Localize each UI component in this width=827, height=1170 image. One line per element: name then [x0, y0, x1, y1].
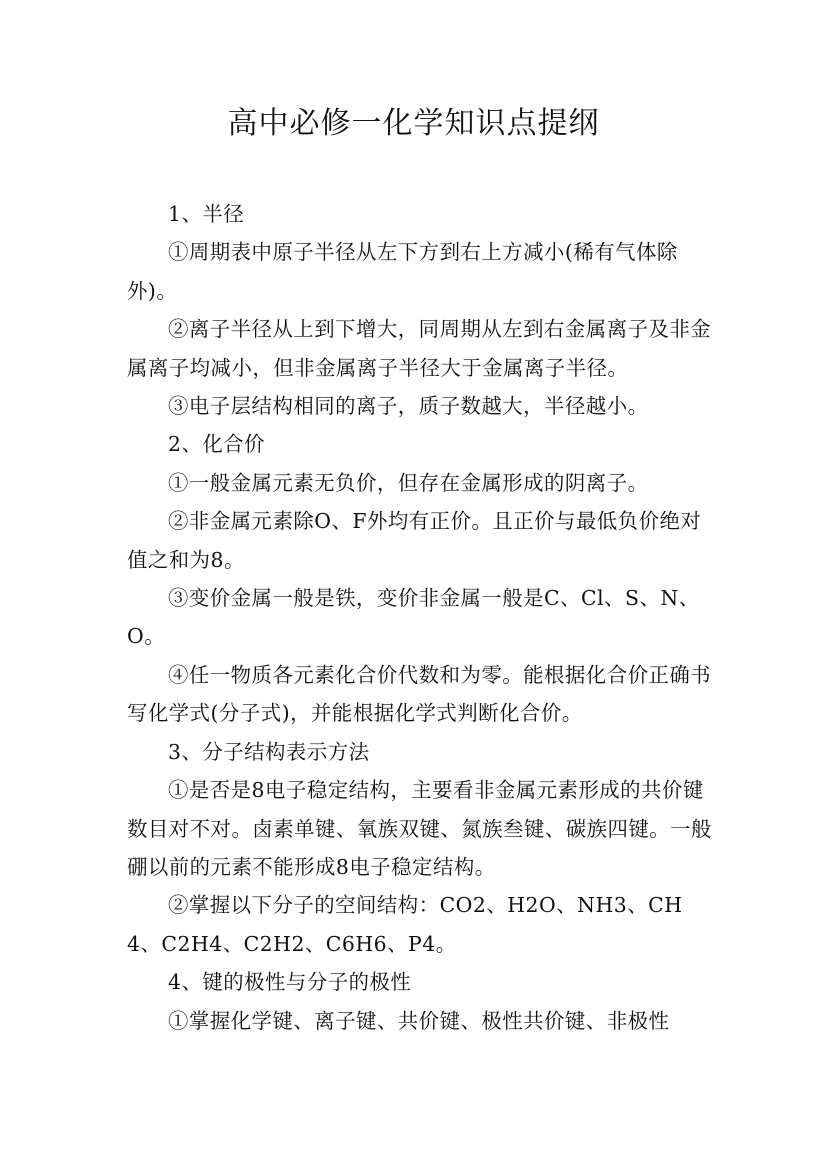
paragraph: ①掌握化学键、离子键、共价键、极性共价键、非极性 — [168, 1008, 670, 1033]
paragraph: ②离子半径从上到下增大，同周期从左到右金属离子及非金属离子均减小，但非金属离子半径大于金属离子半径。 — [127, 317, 712, 380]
section-heading-polarity: 4、键的极性与分子的极性 — [168, 970, 412, 995]
section-heading-molecular-structure: 3、分子结构表示方法 — [168, 739, 370, 764]
paragraph: ④任一物质各元素化合价代数和为零。能根据化合价正确书写化学式(分子式)，并能根据化学式判断化合价。 — [127, 662, 712, 726]
document-title: 高中必修一化学知识点提纲 — [227, 106, 600, 141]
paragraph: ②非金属元素除O、F外均有正价。且正价与最低负价绝对值之和为8。 — [127, 509, 702, 572]
paragraph: ②掌握以下分子的空间结构：CO2、H2O、NH3、CH4、C2H4、C2H2、C6H6、P4。 — [127, 893, 683, 956]
section-heading-radius: 1、半径 — [168, 202, 245, 226]
paragraph: ①一般金属元素无负价，但存在金属形成的阴离子。 — [168, 470, 649, 495]
paragraph: ①是否是8电子稳定结构，主要看非金属元素形成的共价键数目对不对。卤素单键、氧族双键、氮族叁键、碳族四键。一般硼以前的元素不能形成8电子稳定结构。 — [127, 778, 712, 879]
section-heading-valence: 2、化合价 — [168, 432, 266, 457]
paragraph: ③电子层结构相同的离子，质子数越大，半径越小。 — [168, 394, 649, 419]
document-body — [127, 195, 712, 1040]
paragraph: ③变价金属一般是铁，变价非金属一般是C、Cl、S、N、O。 — [127, 586, 700, 649]
paragraph: ①周期表中原子半径从左下方到右上方减小(稀有气体除外)。 — [127, 240, 678, 303]
